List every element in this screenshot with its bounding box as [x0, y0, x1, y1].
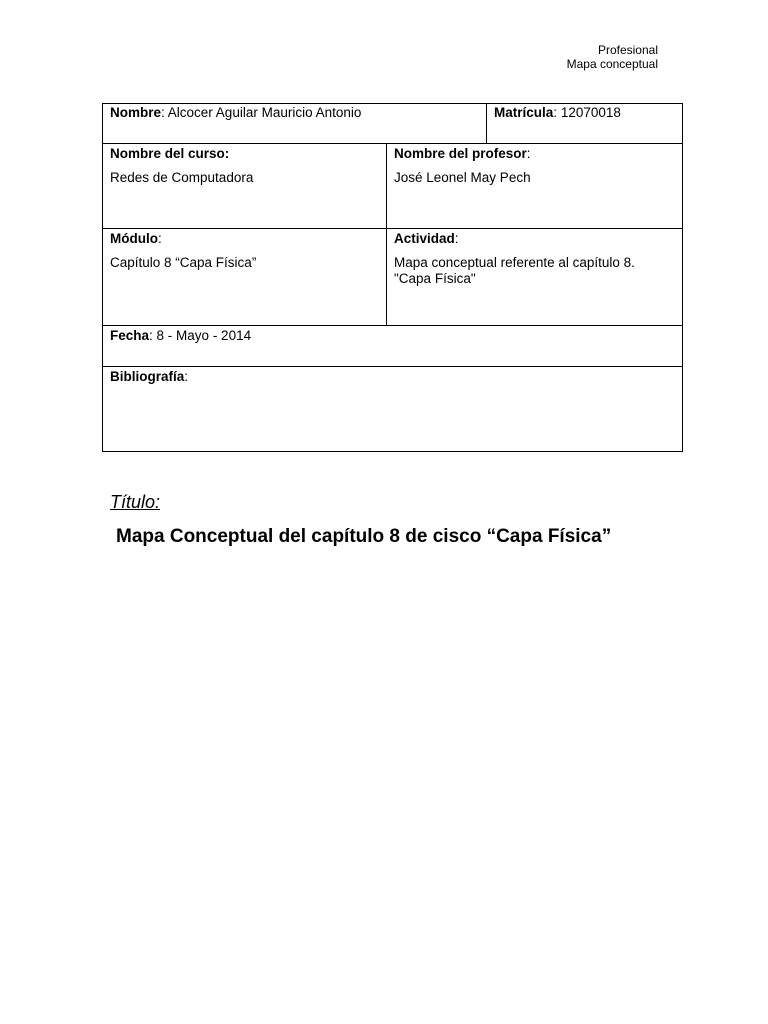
actividad-value-line2: "Capa Física" — [394, 271, 476, 286]
matricula-cell — [487, 104, 683, 144]
table-row — [103, 144, 683, 229]
fecha-value: 8 - Mayo - 2014 — [156, 328, 252, 343]
curso-cell — [103, 144, 387, 229]
matricula-label: Matrícula — [494, 105, 554, 120]
document-header — [567, 43, 658, 71]
modulo-label: Módulo — [110, 231, 158, 246]
nombre-separator: : — [161, 105, 168, 120]
bibliografia-cell — [103, 367, 683, 452]
curso-label: Nombre del curso: — [110, 146, 230, 161]
matricula-separator: : — [553, 105, 561, 120]
actividad-separator: : — [454, 231, 459, 246]
fecha-label: Fecha — [110, 328, 150, 343]
table-row — [103, 367, 683, 452]
profesor-separator: : — [526, 146, 531, 161]
fecha-separator: : — [149, 328, 157, 343]
table-row — [103, 326, 683, 367]
modulo-cell — [103, 229, 387, 326]
profesor-value: José Leonel May Pech — [394, 170, 531, 185]
header-line-profesional: Profesional — [597, 43, 658, 57]
student-info-table — [102, 103, 683, 452]
profesor-cell — [387, 144, 683, 229]
bibliografia-separator: : — [184, 369, 189, 384]
actividad-value-line1: Mapa conceptual referente al capítulo 8. — [394, 255, 635, 270]
nombre-label: Nombre — [110, 105, 162, 120]
profesor-label: Nombre del profesor — [394, 146, 527, 161]
table-row — [103, 104, 683, 144]
curso-value: Redes de Computadora — [110, 170, 254, 185]
bibliografia-label: Bibliografía — [110, 369, 185, 384]
page-title: Mapa Conceptual del capítulo 8 de cisco “Capa Física” — [116, 526, 612, 547]
nombre-value: Alcocer Aguilar Mauricio Antonio — [167, 105, 362, 120]
header-line-mapa-conceptual: Mapa conceptual — [566, 57, 658, 71]
actividad-cell — [387, 229, 683, 326]
fecha-cell — [103, 326, 683, 367]
matricula-value: 12070018 — [560, 105, 621, 120]
nombre-cell — [103, 104, 487, 144]
modulo-separator: : — [157, 231, 162, 246]
actividad-label: Actividad — [394, 231, 455, 246]
table-row — [103, 229, 683, 326]
titulo-label: Título: — [110, 492, 161, 512]
modulo-value: Capítulo 8 “Capa Física” — [110, 255, 257, 270]
